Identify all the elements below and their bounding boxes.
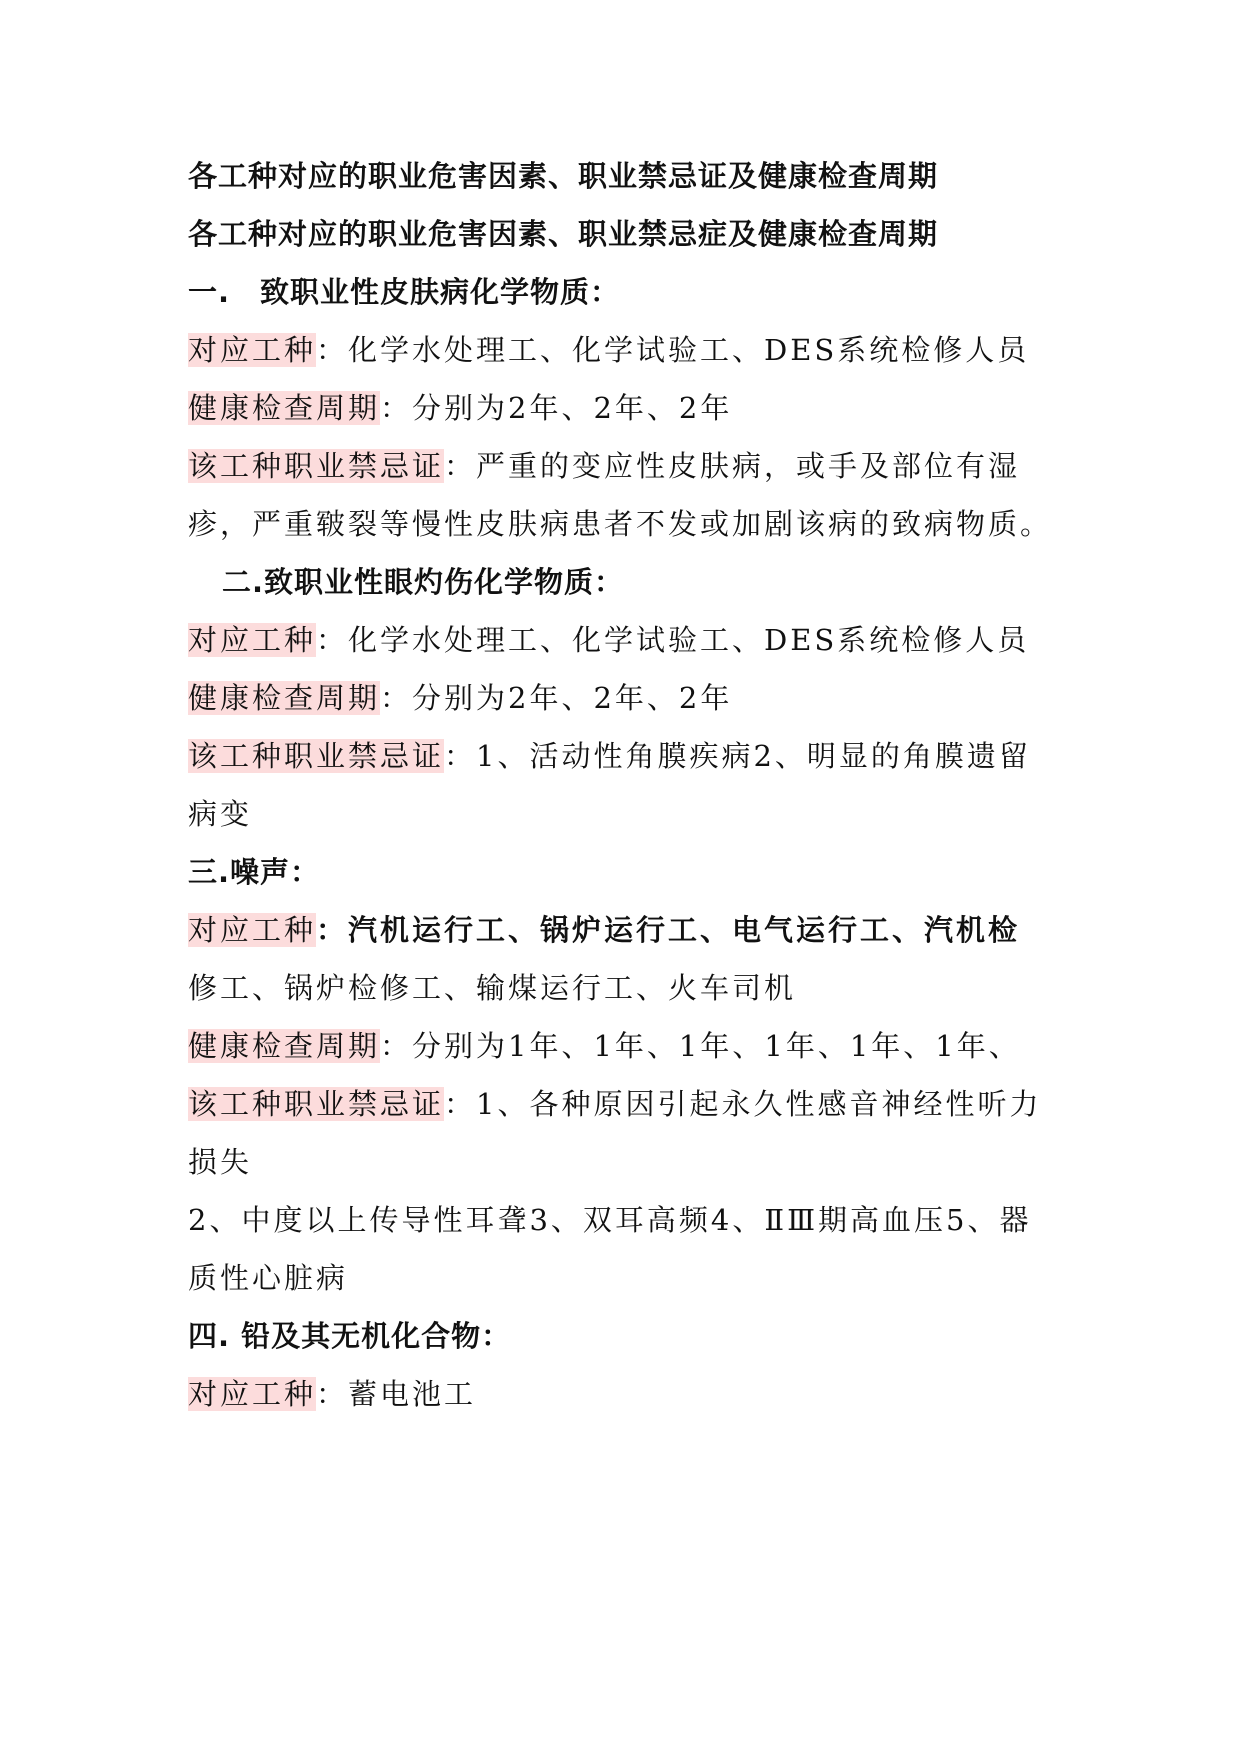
section-4-work-type	[188, 1374, 1068, 1414]
section-3-work-type	[188, 910, 1068, 950]
work-type-label: 对应工种	[188, 1377, 317, 1411]
work-type-label: 对应工种	[188, 913, 317, 947]
exam-cycle-label: 健康检查周期	[188, 1029, 381, 1063]
exam-cycle-value: ：分别为2年、2年、2年	[380, 681, 733, 715]
section-3-extra-line-2: 质性心脏病	[188, 1261, 349, 1295]
section-1-exam-cycle	[188, 388, 1068, 428]
document-subtitle: 各工种对应的职业危害因素、职业禁忌症及健康检查周期	[188, 217, 939, 251]
work-type-label: 对应工种	[188, 333, 317, 367]
section-3-work-type-cont: 修工、锅炉检修工、输煤运行工、火车司机	[188, 971, 797, 1005]
contraindication-value: ：1、各种原因引起永久性感音神经性听力	[444, 1087, 1042, 1121]
work-type-value: ：化学水处理工、化学试验工、DES系统检修人员	[316, 623, 1030, 657]
contraindication-value: ：严重的变应性皮肤病，或手及部位有湿	[444, 449, 1021, 483]
section-2-work-type	[188, 620, 1068, 660]
section-3-contraindication-cont: 损失	[188, 1145, 253, 1179]
section-3-extra-line-1: 2、中度以上传导性耳聋3、双耳高频4、ⅡⅢ期高血压5、器	[188, 1203, 1032, 1237]
contraindication-label: 该工种职业禁忌证	[188, 739, 445, 773]
contraindication-label: 该工种职业禁忌证	[188, 1087, 445, 1121]
exam-cycle-value: ：分别为1年、1年、1年、1年、1年、1年、	[380, 1029, 1021, 1063]
section-1-work-type	[188, 330, 1068, 370]
section-3-exam-cycle	[188, 1026, 1068, 1066]
section-4-heading: 四. 铅及其无机化合物：	[188, 1319, 512, 1353]
work-type-label: 对应工种	[188, 623, 317, 657]
section-1-contraindication	[188, 446, 1068, 486]
section-2-heading: 二.致职业性眼灼伤化学物质：	[222, 565, 625, 599]
exam-cycle-label: 健康检查周期	[188, 681, 381, 715]
document-title: 各工种对应的职业危害因素、职业禁忌证及健康检查周期	[188, 159, 939, 193]
work-type-value: ：化学水处理工、化学试验工、DES系统检修人员	[316, 333, 1030, 367]
section-2-contraindication	[188, 736, 1068, 776]
section-2-exam-cycle	[188, 678, 1068, 718]
exam-cycle-value: ：分别为2年、2年、2年	[380, 391, 733, 425]
section-3-contraindication	[188, 1084, 1068, 1124]
exam-cycle-label: 健康检查周期	[188, 391, 381, 425]
section-2-contraindication-cont: 病变	[188, 797, 253, 831]
contraindication-value: ：1、活动性角膜疾病2、明显的角膜遗留	[444, 739, 1031, 773]
section-1-contraindication-cont: 疹，严重皲裂等慢性皮肤病患者不发或加剧该病的致病物质。	[188, 507, 1053, 541]
section-1-heading: 一. 致职业性皮肤病化学物质：	[188, 275, 621, 309]
work-type-value: ：汽机运行工、锅炉运行工、电气运行工、汽机检	[316, 913, 1021, 947]
work-type-value: ：蓄电池工	[316, 1377, 477, 1411]
contraindication-label: 该工种职业禁忌证	[188, 449, 445, 483]
section-3-heading: 三.噪声：	[188, 855, 321, 889]
